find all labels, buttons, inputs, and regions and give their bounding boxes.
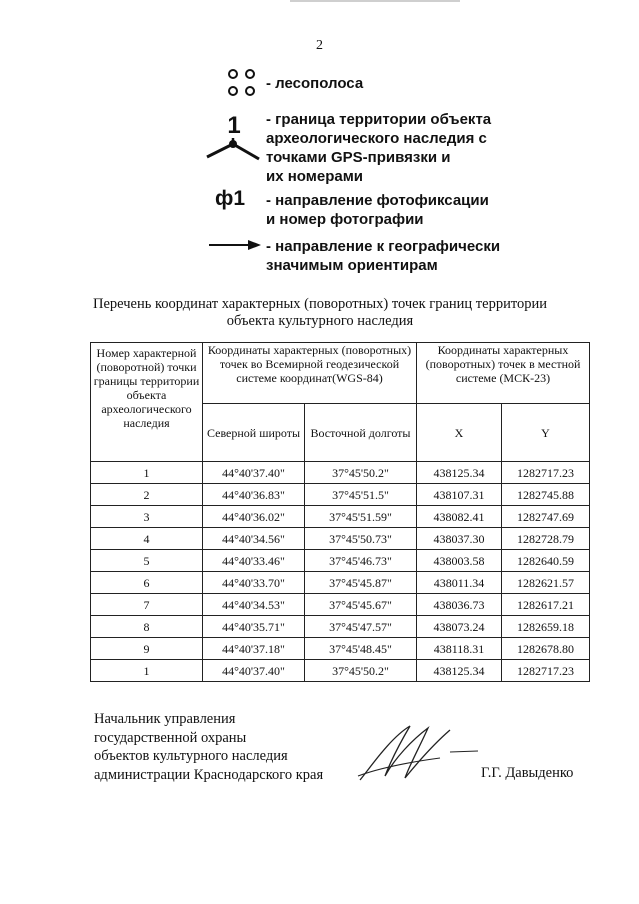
cell-x: 438073.24 [417,616,502,638]
cell-latitude: 44°40'36.02" [203,506,305,528]
table-row [91,594,590,616]
cell-y: 1282659.18 [502,616,590,638]
table-row [91,550,590,572]
cell-y: 1282640.59 [502,550,590,572]
cell-x: 438037.30 [417,528,502,550]
table-row [91,660,590,682]
cell-longitude: 37°45'50.2" [305,462,417,484]
top-edge-line [290,0,460,2]
arrow-right-icon [208,238,262,257]
cell-y: 1282745.88 [502,484,590,506]
cell-y: 1282717.23 [502,462,590,484]
subheader-longitude: Восточной долготы [305,404,417,462]
cell-longitude: 37°45'45.87" [305,572,417,594]
cell-point: 7 [91,594,203,616]
subheader-latitude: Северной широты [203,404,305,462]
table-row [91,462,590,484]
cell-x: 438011.34 [417,572,502,594]
table-row [91,638,590,660]
cell-point: 8 [91,616,203,638]
subheader-y: Y [502,404,590,462]
cell-longitude: 37°45'51.5" [305,484,417,506]
cell-y: 1282747.69 [502,506,590,528]
cell-point: 1 [91,462,203,484]
cell-longitude: 37°45'45.67" [305,594,417,616]
table-row [91,484,590,506]
cell-x: 438082.41 [417,506,502,528]
list-title: Перечень координат характерных (поворотных) точек границ территории объекта культурного наследия [92,296,548,329]
handwritten-signature [350,718,480,793]
legend-boundary-text: - граница территории объекта археологического наследия с точками GPS-привязки и их номерами [266,111,492,185]
cell-y: 1282717.23 [502,660,590,682]
cell-point: 5 [91,550,203,572]
boundary-point-number: 1 [227,112,241,139]
cell-latitude: 44°40'34.56" [203,528,305,550]
cell-point: 6 [91,572,203,594]
signer-name: Г.Г. Давыденко [481,765,574,781]
cell-x: 438036.73 [417,594,502,616]
subheader-x: X [417,404,502,462]
cell-latitude: 44°40'37.40" [203,462,305,484]
cell-x: 438125.34 [417,462,502,484]
cell-y: 1282728.79 [502,528,590,550]
cell-x: 438107.31 [417,484,502,506]
signature-block: Начальник управления государственной охраны объектов культурного наследия администрации Краснодарского края [94,711,324,783]
cell-latitude: 44°40'33.46" [203,550,305,572]
cell-longitude: 37°45'51.59" [305,506,417,528]
cell-point: 9 [91,638,203,660]
table-row [91,616,590,638]
cell-x: 438125.34 [417,660,502,682]
cell-longitude: 37°45'50.2" [305,660,417,682]
header-wgs84: Координаты характерных (поворотных) точек во Всемирной геодезической системе координат(WGS-84) [203,343,417,404]
legend-arrow-text: - направление к географически значимым ориентирам [266,238,501,274]
forest-belt-icon [226,68,258,103]
cell-point: 3 [91,506,203,528]
cell-point: 2 [91,484,203,506]
cell-longitude: 37°45'50.73" [305,528,417,550]
cell-y: 1282617.21 [502,594,590,616]
cell-y: 1282621.57 [502,572,590,594]
cell-latitude: 44°40'37.40" [203,660,305,682]
photo-direction-icon: ф1 [215,187,246,210]
table-row [91,506,590,528]
cell-y: 1282678.80 [502,638,590,660]
legend-photo-text: - направление фотофиксации и номер фотографии [266,192,489,228]
page-number: 2 [316,38,323,53]
header-point-number: Номер характерной (поворотной) точки границы территории объекта археологического наследия [91,343,203,462]
cell-longitude: 37°45'47.57" [305,616,417,638]
cell-x: 438118.31 [417,638,502,660]
coordinates-table [90,342,590,682]
cell-latitude: 44°40'35.71" [203,616,305,638]
cell-latitude: 44°40'33.70" [203,572,305,594]
cell-latitude: 44°40'37.18" [203,638,305,660]
boundary-point-icon [204,138,262,169]
cell-longitude: 37°45'46.73" [305,550,417,572]
cell-longitude: 37°45'48.45" [305,638,417,660]
cell-point: 1 [91,660,203,682]
legend-forest-belt-text: - лесополоса [266,75,364,92]
cell-latitude: 44°40'36.83" [203,484,305,506]
cell-latitude: 44°40'34.53" [203,594,305,616]
cell-x: 438003.58 [417,550,502,572]
table-row [91,572,590,594]
cell-point: 4 [91,528,203,550]
header-msk23: Координаты характерных (поворотных) точек в местной системе (МСК-23) [417,343,590,404]
table-row [91,528,590,550]
